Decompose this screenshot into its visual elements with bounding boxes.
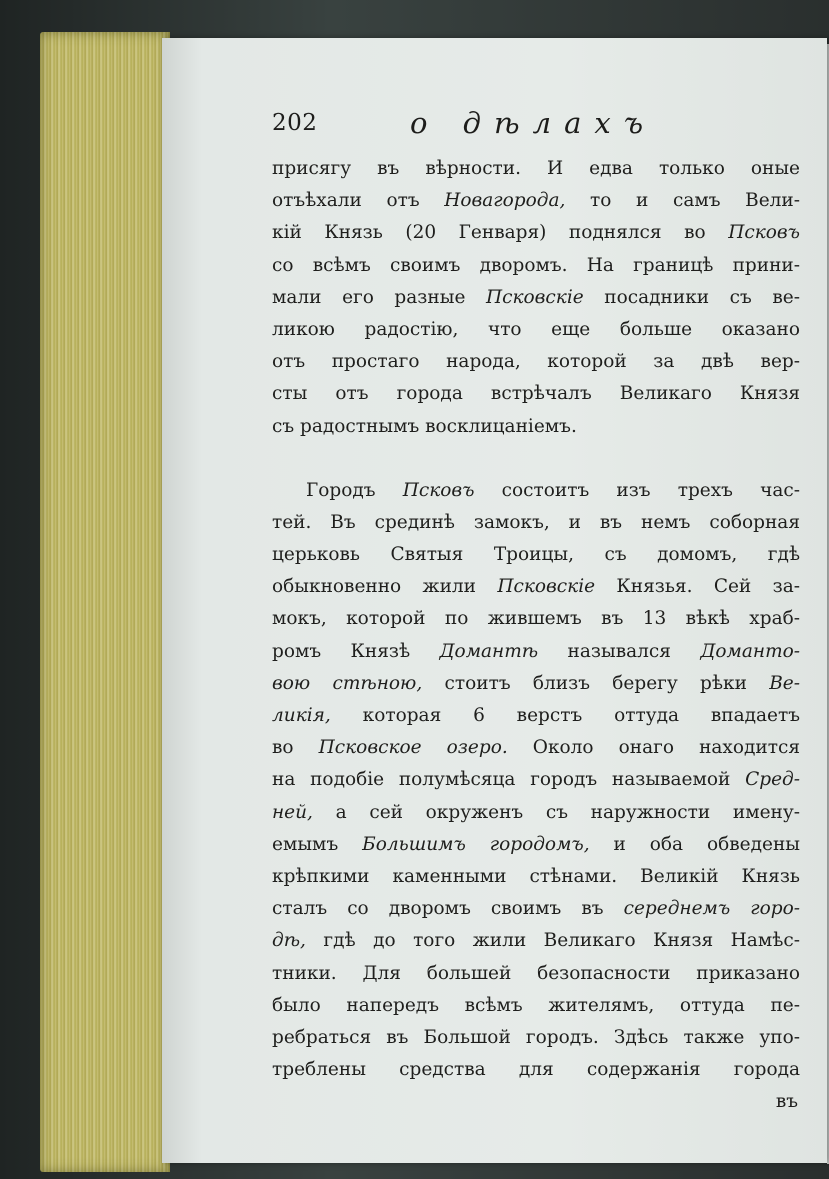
- text-line: [272, 797, 800, 829]
- italic-segment: вою стѣною,: [272, 672, 423, 694]
- text-line: [272, 990, 800, 1022]
- text-line: [272, 314, 800, 346]
- italic-segment: Псковъ: [728, 222, 800, 244]
- text-segment: мокъ, которой по жившемъ въ 13 вѣкѣ храб-: [272, 608, 800, 630]
- text-segment: стоитъ близъ берегу рѣки: [422, 672, 770, 694]
- text-segment: отъѣхали отъ: [272, 190, 445, 212]
- text-segment: крѣпкими каменными стѣнами. Великій Князь: [272, 865, 800, 887]
- text-segment: сталъ со дворомъ своимъ въ: [272, 898, 624, 920]
- text-line: [272, 185, 800, 217]
- text-segment: во: [272, 737, 319, 759]
- text-line: [272, 893, 800, 925]
- text-line: [272, 861, 800, 893]
- text-segment: назывался: [538, 640, 701, 662]
- text-segment: ребраться въ Большой городъ. Здѣсь также упо-: [272, 1026, 800, 1048]
- text-line: [272, 539, 800, 571]
- text-segment: со всѣмъ своимъ дворомъ. На границѣ прини-: [272, 254, 800, 276]
- text-segment: треблены средства для содержанія города: [272, 1059, 800, 1081]
- text-line: [272, 732, 800, 764]
- paragraph: [272, 475, 800, 1087]
- book-page: [162, 38, 827, 1163]
- text-line: [272, 958, 800, 990]
- italic-segment: ней,: [272, 801, 313, 823]
- text-segment: ромъ Князѣ: [272, 640, 440, 662]
- text-segment: Князья. Сей за-: [595, 576, 800, 598]
- text-line: [272, 250, 800, 282]
- text-segment: кій Князь (20 Генваря) поднялся во: [272, 222, 729, 244]
- text-line: [272, 346, 800, 378]
- italic-segment: Ве-: [769, 672, 800, 694]
- text-segment: было напередъ всѣмъ жителямъ, оттуда пе-: [272, 994, 800, 1016]
- running-head: о дѣлахъ: [410, 106, 657, 140]
- text-segment: а сей окруженъ съ наружности имену-: [312, 801, 800, 823]
- italic-segment: ликія,: [272, 705, 331, 726]
- text-segment: гдѣ до того жили Великаго Князя Намѣс-: [305, 930, 800, 952]
- text-segment: состоитъ изъ трехъ час-: [474, 479, 800, 501]
- text-segment: тники. Для большей безопасности приказано: [272, 962, 800, 984]
- italic-segment: Псковское озеро.: [318, 737, 508, 759]
- text-line: [272, 378, 800, 410]
- text-segment: Городъ: [306, 479, 403, 501]
- text-line: [272, 571, 800, 603]
- italic-segment: Псковъ: [402, 479, 475, 501]
- page-header: [272, 104, 812, 144]
- italic-segment: Псковскіе: [485, 286, 584, 308]
- catchword: въ: [775, 1091, 798, 1113]
- text-segment: посадники съ ве-: [583, 286, 800, 308]
- italic-segment: Домантѣ: [439, 640, 539, 662]
- text-line: [272, 282, 800, 314]
- paragraph: [272, 153, 800, 443]
- text-line: [272, 764, 800, 796]
- italic-segment: Новагорода,: [444, 190, 566, 212]
- text-segment: емымъ: [272, 833, 363, 855]
- book: [22, 14, 822, 1164]
- text-line: [272, 153, 800, 185]
- text-line: [272, 1022, 800, 1054]
- text-line: [272, 700, 800, 732]
- text-line: [272, 217, 800, 249]
- text-line: [272, 925, 800, 957]
- text-line: [272, 411, 800, 443]
- italic-segment: Псковскіе: [497, 576, 596, 598]
- text-segment: сты отъ города встрѣчалъ Великаго Князя: [272, 383, 800, 405]
- text-segment: и оба обведены: [589, 833, 801, 855]
- text-segment: Около онаго находится: [507, 737, 800, 759]
- text-segment: присягу въ вѣрности. И едва только оные: [272, 158, 800, 179]
- italic-segment: Доманто-: [700, 640, 801, 662]
- text-line: [272, 603, 800, 635]
- page-number: 202: [272, 110, 318, 136]
- italic-segment: Сред-: [745, 769, 800, 791]
- text-segment: которая 6 верстъ оттуда впадаетъ: [330, 705, 800, 726]
- text-line: [272, 475, 800, 507]
- text-segment: тей. Въ срединѣ замокъ, и въ немъ соборная: [272, 511, 800, 533]
- text-segment: на подобіе полумѣсяца городъ называемой: [272, 769, 746, 791]
- text-line: [272, 668, 800, 700]
- body-text: [272, 153, 800, 1118]
- italic-segment: середнемъ горо-: [623, 898, 800, 920]
- text-segment: мали его разные: [272, 286, 486, 308]
- text-segment: отъ простаго народа, которой за двѣ вер-: [272, 351, 800, 373]
- page-stack-edge: [40, 32, 170, 1172]
- italic-segment: Большимъ городомъ,: [362, 833, 590, 855]
- text-segment: обыкновенно жили: [272, 576, 498, 598]
- text-line: [272, 1054, 800, 1086]
- text-segment: ликою радостію, что еще больше оказано: [272, 318, 800, 340]
- italic-segment: дѣ,: [272, 930, 306, 952]
- text-segment: то и самъ Вели-: [565, 190, 801, 212]
- text-segment: церьковь Святыя Троицы, съ домомъ, гдѣ: [272, 544, 800, 566]
- text-segment: съ радостнымъ восклицаніемъ.: [272, 415, 577, 437]
- text-line: [272, 829, 800, 861]
- text-line: [272, 636, 800, 668]
- paragraph-gap: [272, 443, 800, 475]
- text-line: [272, 507, 800, 539]
